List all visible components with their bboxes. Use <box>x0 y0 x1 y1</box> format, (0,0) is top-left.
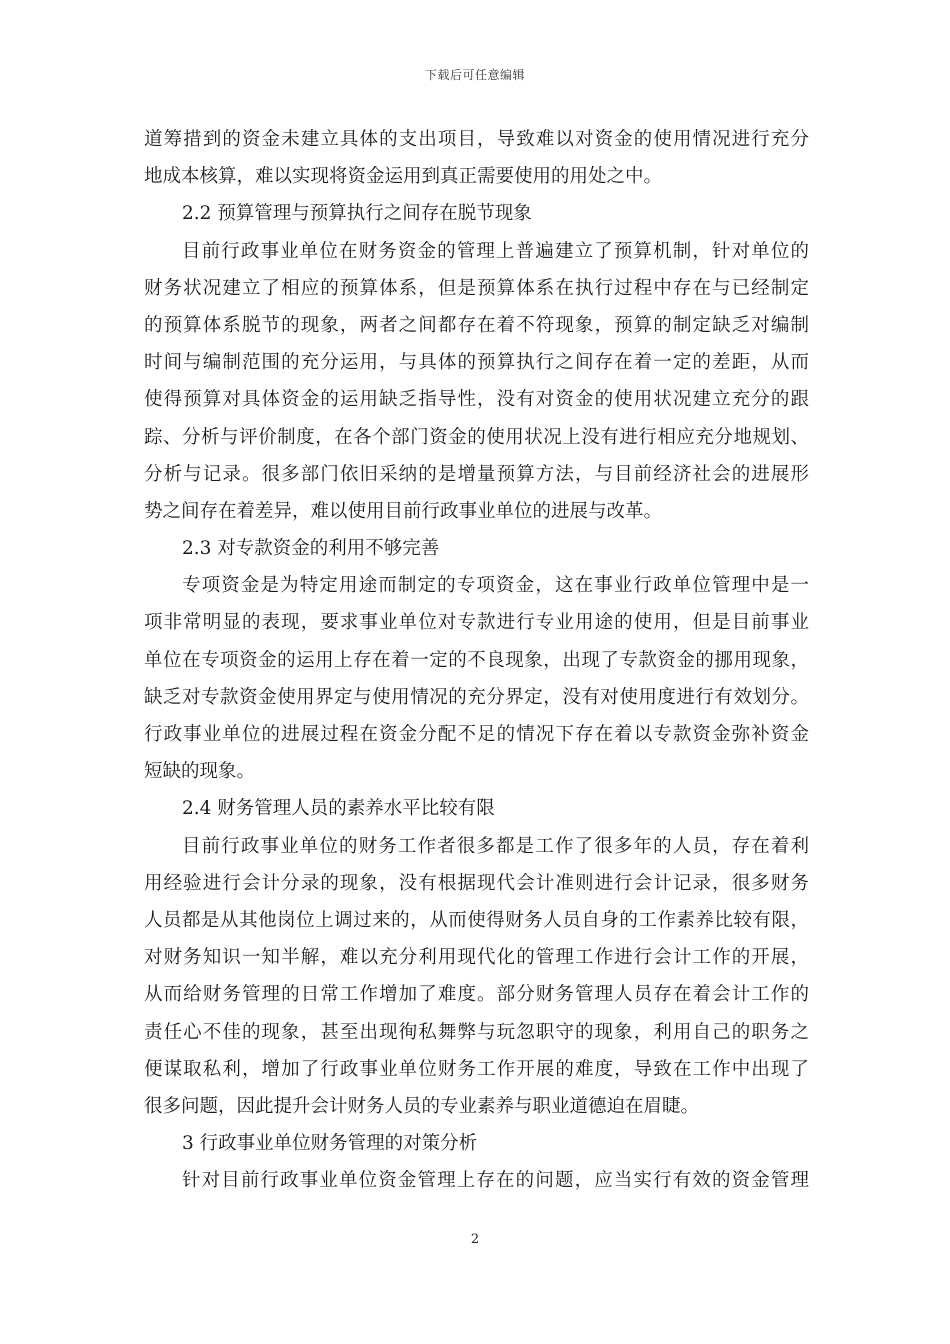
paragraph-line: 目前行政事业单位在财务资金的管理上普遍建立了预算机制，针对单位的 <box>182 240 809 262</box>
paragraph-line: 对财务知识一知半解，难以充分利用现代化的管理工作进行会计工作的开展， <box>144 947 809 969</box>
page-number: 2 <box>470 1232 480 1247</box>
paragraph-line: 项非常明显的表现，要求事业单位对专款进行专业用途的使用，但是目前事业 <box>144 612 809 634</box>
paragraph-line: 使得预算对具体资金的运用缺乏指导性，没有对资金的使用状况建立充分的跟 <box>144 389 809 411</box>
paragraph-line: 便谋取私利，增加了行政事业单位财务工作开展的难度，导致在工作中出现了 <box>144 1058 809 1080</box>
paragraph-line: 地成本核算，难以实现将资金运用到真正需要使用的用处之中。 <box>144 166 663 188</box>
document-body <box>144 121 809 1199</box>
paragraph-line: 针对目前行政事业单位资金管理上存在的问题，应当实行有效的资金管理 <box>182 1170 809 1192</box>
paragraph-line: 很多问题，因此提升会计财务人员的专业素养与职业道德迫在眉睫。 <box>144 1095 700 1117</box>
paragraph-line: 人员都是从其他岗位上调过来的，从而使得财务人员自身的工作素养比较有限， <box>144 909 809 931</box>
paragraph-line: 道筹措到的资金未建立具体的支出项目，导致难以对资金的使用情况进行充分 <box>144 129 809 150</box>
paragraph-line: 缺乏对专款资金使用界定与使用情况的充分界定，没有对使用度进行有效划分。 <box>144 686 809 708</box>
paragraph-line: 时间与编制范围的充分运用，与具体的预算执行之间存在着一定的差距，从而 <box>144 352 809 374</box>
paragraph-line: 专项资金是为特定用途而制定的专项资金，这在事业行政单位管理中是一 <box>182 575 809 597</box>
section-heading: 2.3 对专款资金的利用不够完善 <box>182 538 440 560</box>
paragraph-line: 财务状况建立了相应的预算体系，但是预算体系在执行过程中存在与已经制定 <box>144 277 809 299</box>
paragraph-line: 单位在专项资金的运用上存在着一定的不良现象，出现了专款资金的挪用现象， <box>144 649 809 671</box>
paragraph-line: 短缺的现象。 <box>144 761 256 783</box>
paragraph-line: 目前行政事业单位的财务工作者很多都是工作了很多年的人员，存在着利 <box>182 835 809 857</box>
paragraph-line: 用经验进行会计分录的现象，没有根据现代会计准则进行会计记录，很多财务 <box>144 872 809 894</box>
paragraph-line: 从而给财务管理的日常工作增加了难度。部分财务管理人员存在着会计工作的 <box>144 984 809 1006</box>
paragraph-line: 责任心不佳的现象，甚至出现徇私舞弊与玩忽职守的现象，利用自己的职务之 <box>144 1021 809 1043</box>
section-heading: 2.2 预算管理与预算执行之间存在脱节现象 <box>182 203 532 225</box>
paragraph-line: 势之间存在着差异，难以使用目前行政事业单位的进展与改革。 <box>144 500 663 522</box>
paragraph-line: 分析与记录。很多部门依旧采纳的是增量预算方法，与目前经济社会的进展形 <box>144 463 809 485</box>
paragraph-line: 的预算体系脱节的现象，两者之间都存在着不符现象，预算的制定缺乏对编制 <box>144 314 809 336</box>
page-header: 下载后可任意编辑 <box>424 68 525 82</box>
section-heading: 2.4 财务管理人员的素养水平比较有限 <box>182 798 495 820</box>
paragraph-line: 行政事业单位的进展过程在资金分配不足的情况下存在着以专款资金弥补资金 <box>144 724 809 745</box>
paragraph-line: 踪、分析与评价制度，在各个部门资金的使用状况上没有进行相应充分地规划、 <box>144 426 809 448</box>
section-heading: 3 行政事业单位财务管理的对策分析 <box>182 1133 478 1155</box>
